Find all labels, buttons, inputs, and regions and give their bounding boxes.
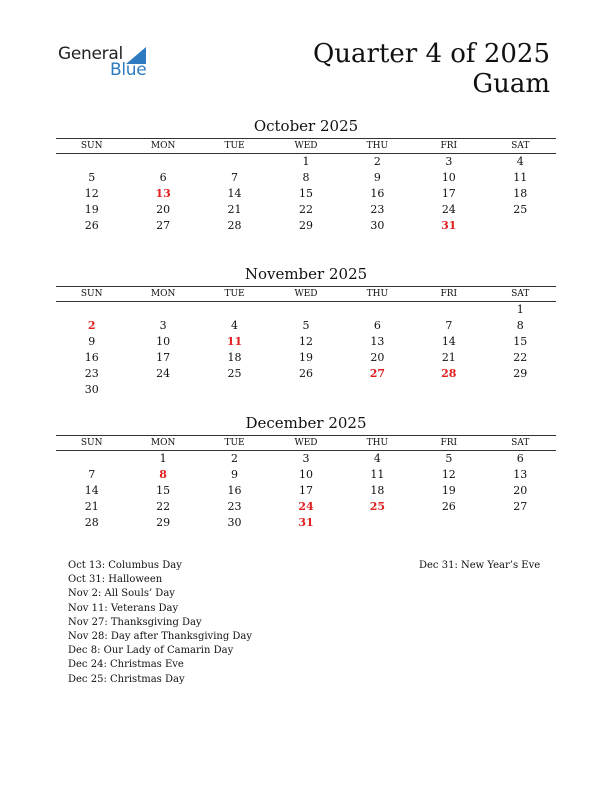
week-row [56,154,556,170]
weekday-header: WED [294,289,318,299]
empty-day-cell [199,302,270,318]
weekday-header: THU [366,438,389,448]
weekday-header: FRI [440,141,458,151]
day-cell: 26 [441,500,456,513]
empty-day-cell [270,302,341,318]
day-cell: 7 [88,468,96,481]
logo-text-general: General [58,44,123,64]
week-row [56,334,556,350]
weekday-header: SAT [511,141,530,151]
day-cell: 12 [298,335,313,348]
weekday-header: WED [294,141,318,151]
day-cell: 19 [298,351,313,364]
week-row [56,483,556,499]
week-row [56,467,556,483]
day-cell: 14 [441,335,456,348]
day-cell: 5 [88,171,96,184]
weekday-header-row [56,435,556,451]
day-cell: 4 [516,155,524,168]
day-cell: 10 [156,335,171,348]
week-row [56,170,556,186]
holiday-notes-left [68,559,252,687]
day-cell: 24 [441,203,456,216]
holiday-day-cell: 31 [441,219,457,232]
day-cell: 18 [513,187,528,200]
day-cell: 15 [156,484,171,497]
day-cell: 30 [227,516,242,529]
day-cell: 7 [445,319,453,332]
week-row [56,515,556,531]
day-cell: 5 [302,319,310,332]
month-title: October 2025 [253,117,359,135]
weekday-header: SUN [80,289,103,299]
holiday-day-cell: 24 [298,500,314,513]
holiday-day-cell: 31 [298,516,314,529]
day-cell: 18 [227,351,242,364]
day-cell: 20 [513,484,528,497]
empty-day-cell [199,382,270,398]
weekday-header: SUN [80,141,103,151]
day-cell: 10 [441,171,456,184]
empty-day-cell [413,515,484,531]
day-cell: 25 [227,367,242,380]
day-cell: 15 [513,335,528,348]
day-cell: 7 [231,171,239,184]
day-cell: 5 [445,452,453,465]
empty-day-cell [413,302,484,318]
day-cell: 9 [88,335,96,348]
day-cell: 21 [227,203,242,216]
day-cell: 15 [298,187,313,200]
week-row [56,202,556,218]
day-cell: 2 [231,452,239,465]
day-cell: 27 [156,219,171,232]
day-cell: 6 [516,452,524,465]
day-cell: 17 [298,484,313,497]
day-cell: 14 [227,187,242,200]
day-cell: 23 [84,367,99,380]
day-cell: 12 [84,187,99,200]
holiday-note: Dec 24: Christmas Eve [68,659,184,671]
weekday-header: THU [366,289,389,299]
weekday-header: SUN [80,438,103,448]
day-cell: 6 [159,171,167,184]
empty-day-cell [342,515,413,531]
day-cell: 29 [513,367,528,380]
week-row [56,218,556,234]
day-cell: 19 [84,203,99,216]
generalblue-logo [58,44,158,84]
day-cell: 13 [513,468,528,481]
weekday-header: WED [294,438,318,448]
weekday-header: FRI [440,438,458,448]
weekday-header: TUE [224,141,245,151]
day-cell: 12 [441,468,456,481]
empty-day-cell [127,302,198,318]
month-title: December 2025 [245,414,367,432]
holiday-day-cell: 2 [87,319,96,332]
empty-day-cell [485,218,556,234]
day-cell: 16 [227,484,242,497]
day-cell: 25 [513,203,528,216]
holiday-notes-right [419,559,540,573]
day-cell: 20 [156,203,171,216]
page-title: Quarter 4 of 2025 [312,39,550,69]
empty-day-cell [485,382,556,398]
day-cell: 17 [441,187,456,200]
week-row [56,302,556,318]
day-cell: 1 [516,303,524,316]
day-cell: 29 [298,219,313,232]
weekday-header-row [56,138,556,154]
day-cell: 30 [370,219,385,232]
day-cell: 18 [370,484,385,497]
day-cell: 9 [373,171,381,184]
weekday-header: THU [366,141,389,151]
holiday-day-cell: 28 [441,367,457,380]
day-cell: 17 [156,351,171,364]
day-cell: 14 [84,484,99,497]
holiday-day-cell: 8 [159,468,167,481]
week-row [56,451,556,467]
day-cell: 21 [441,351,456,364]
empty-day-cell [485,515,556,531]
holiday-note: Oct 31: Halloween [68,574,163,586]
day-cell: 4 [373,452,381,465]
day-cell: 8 [302,171,310,184]
day-cell: 29 [156,516,171,529]
holiday-day-cell: 11 [226,335,243,348]
day-cell: 23 [370,203,385,216]
empty-day-cell [199,154,270,170]
day-cell: 23 [227,500,242,513]
day-cell: 22 [298,203,313,216]
day-cell: 2 [373,155,381,168]
day-cell: 8 [516,319,524,332]
month-october [56,116,556,234]
day-cell: 13 [370,335,385,348]
day-cell: 30 [84,383,99,396]
day-cell: 16 [370,187,385,200]
day-cell: 11 [513,171,528,184]
month-november [56,264,556,398]
week-row [56,382,556,398]
empty-day-cell [56,302,127,318]
day-cell: 27 [513,500,528,513]
day-cell: 6 [373,319,381,332]
holiday-note: Oct 13: Columbus Day [68,560,182,571]
holiday-day-cell: 13 [155,187,171,200]
holiday-note: Dec 25: Christmas Day [68,673,185,685]
holiday-note: Nov 28: Day after Thanksgiving Day [68,631,253,643]
weekday-header: MON [150,141,176,151]
day-cell: 3 [302,452,310,465]
day-cell: 22 [156,500,171,513]
weekday-header: SAT [511,289,530,299]
day-cell: 26 [84,219,99,232]
week-row [56,318,556,334]
weekday-header: MON [150,289,176,299]
day-cell: 16 [84,351,99,364]
day-cell: 28 [227,219,242,232]
day-cell: 3 [445,155,453,168]
weekday-header: FRI [440,289,458,299]
empty-day-cell [127,154,198,170]
week-row [56,186,556,202]
empty-day-cell [342,382,413,398]
holiday-note: Nov 11: Veterans Day [68,602,179,614]
weekday-header: TUE [224,289,245,299]
day-cell: 11 [370,468,385,481]
empty-day-cell [127,382,198,398]
holiday-note: Dec 8: Our Lady of Camarin Day [68,645,234,657]
month-december [56,413,556,531]
day-cell: 21 [84,500,99,513]
holiday-day-cell: 27 [369,367,386,380]
holiday-note: Dec 31: New Year’s Eve [419,560,541,571]
weekday-header-row [56,286,556,302]
day-cell: 22 [513,351,528,364]
day-cell: 4 [231,319,239,332]
day-cell: 20 [370,351,385,364]
day-cell: 24 [156,367,171,380]
weekday-header: TUE [224,438,245,448]
day-cell: 28 [84,516,99,529]
month-title: November 2025 [244,265,368,283]
holiday-note: Nov 2: All Souls’ Day [68,588,175,600]
weekday-header: SAT [511,438,530,448]
day-cell: 26 [298,367,313,380]
day-cell: 1 [159,452,167,465]
day-cell: 3 [159,319,167,332]
weekday-header: MON [150,438,176,448]
empty-day-cell [270,382,341,398]
week-row [56,499,556,515]
day-cell: 10 [298,468,313,481]
day-cell: 1 [302,155,310,168]
holiday-note: Nov 27: Thanksgiving Day [68,616,202,628]
day-cell: 19 [441,484,456,497]
holiday-day-cell: 25 [369,500,386,513]
week-row [56,350,556,366]
empty-day-cell [56,154,127,170]
empty-day-cell [342,302,413,318]
empty-day-cell [56,451,127,467]
day-cell: 9 [231,468,239,481]
empty-day-cell [413,382,484,398]
page-subtitle: Guam [472,69,550,99]
week-row [56,366,556,382]
logo-text-blue: Blue [110,60,147,80]
